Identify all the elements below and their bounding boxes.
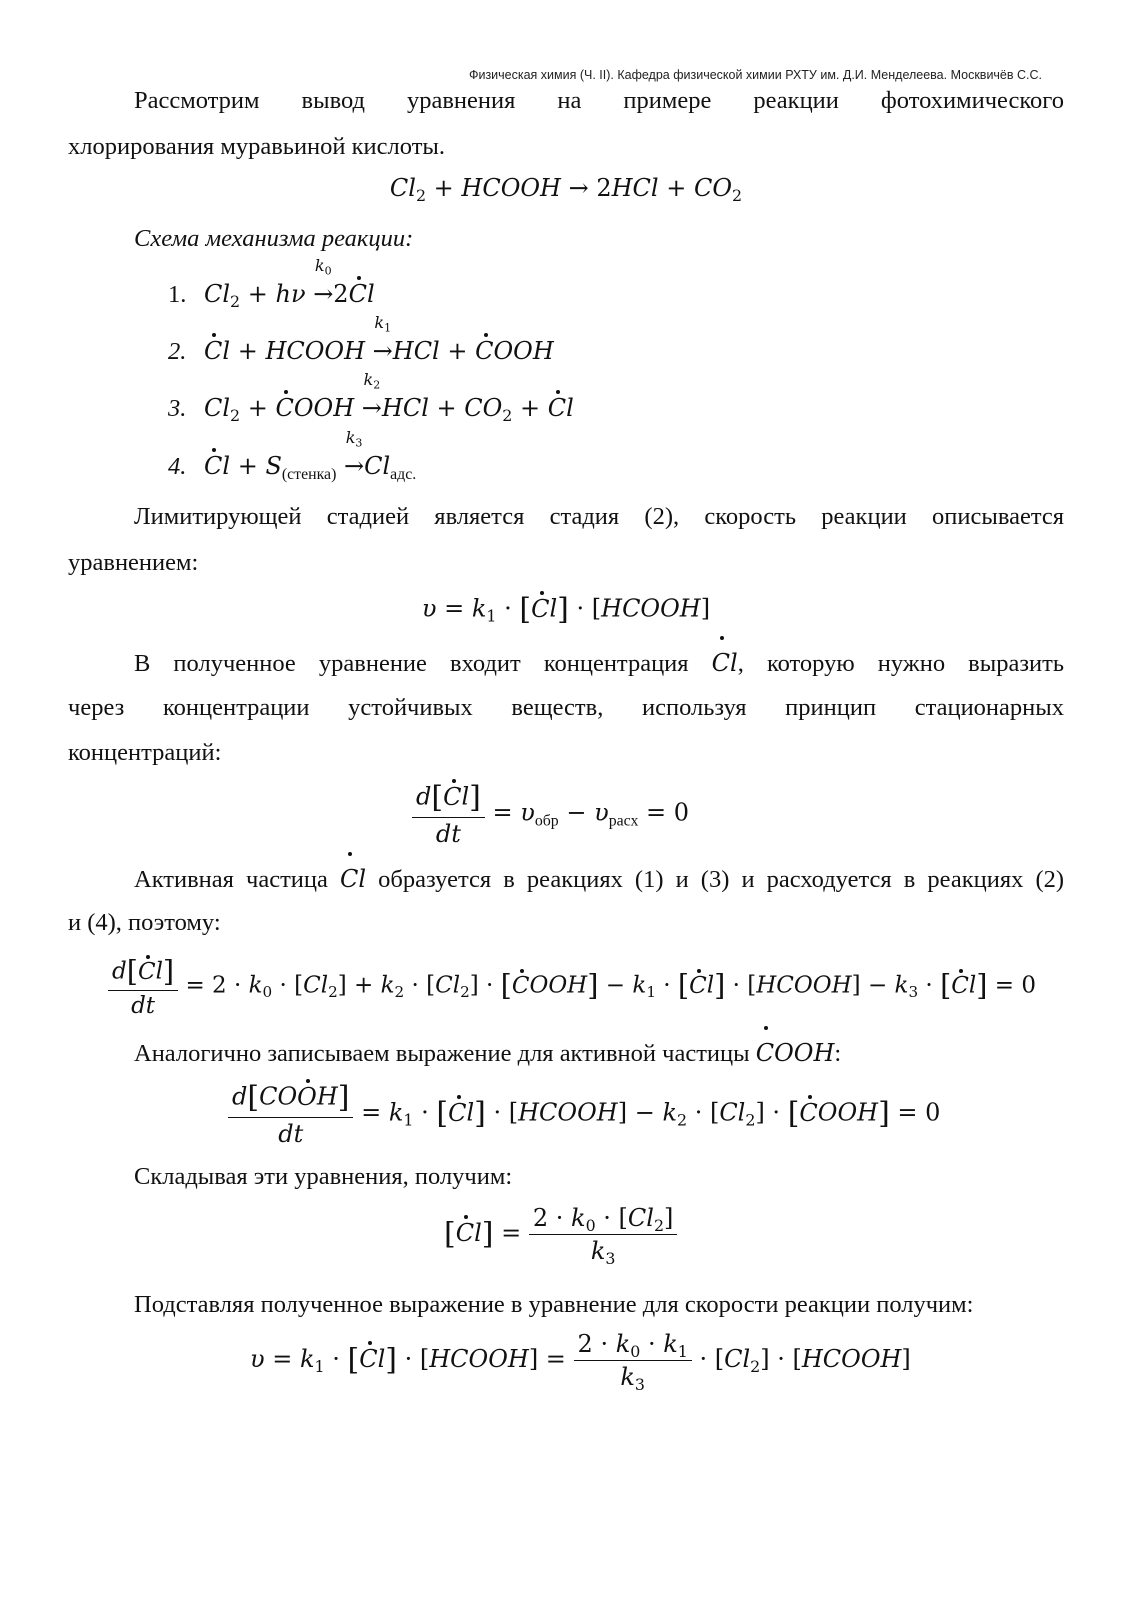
mechanism-step-2: 2. Cl + HCOOH $k_1$ →HCl + COOH: [168, 313, 554, 365]
rate-equation: $\upsilon = k_1 \cdot [Cl]$ · [HCOOH]: [421, 592, 711, 627]
final-rate-equation: $\upsilon = k_1 \cdot [Cl]$ · [HCOOH] = $\frac{2 \cdot k_0 \cdot k_1}{k_3}$ · $[Cl_2]$ · [HCOOH]: [250, 1330, 911, 1394]
steady-state-equation: $\frac{d[Cl]}{dt}$ = $\upsilon_{обр} - \upsilon_{расх} = 0$: [412, 780, 689, 848]
conc-line-1: В полученное уравнение входит концентрация Cl, которую нужно выразить: [134, 640, 1064, 687]
conc-line-3: концентраций:: [68, 739, 222, 766]
cooh-balance-equation: $\frac{\text{d[COOH]}}{dt}$ = $k_1 \cdot [Cl]$ · [HCOOH] − $k_2 \cdot [Cl_2]$ · [COOH] = 0: [228, 1080, 940, 1148]
conc-line-2: через концентрации устойчивых веществ, используя принцип стационарных: [68, 694, 1064, 721]
conc-line-1a: В полученное уравнение входит концентрация: [134, 650, 689, 677]
mechanism-step-1: 1. $Cl_2 + h\nu$ $k_0$ →2Cl: [168, 256, 375, 311]
mechanism-step-3: 3. $Cl_2$ + COOH $k_2$ $\to HCl + CO_2 + Cl$: [168, 370, 574, 425]
intro-line-1: Рассмотрим вывод уравнения на примере реакции фотохимического: [134, 87, 1064, 114]
analog-text: Аналогично записываем выражение для активной частицы: [134, 1040, 750, 1067]
sum-line: Складывая эти уравнения, получим:: [134, 1163, 513, 1190]
subst-line: Подставляя полученное выражение в уравнение для скорости реакции получим:: [134, 1291, 974, 1318]
step-number: 4.: [168, 453, 187, 480]
overall-reaction-equation: $Cl_2$ + HCOOH → $2HCl + CO_2$: [389, 174, 743, 205]
active-line-2: и (4), поэтому:: [68, 909, 221, 936]
mechanism-step-4: 4. $Cl + S_{(стенка)}$ $k_3$ $\to Cl_{адс.}$: [168, 428, 417, 483]
step-number: 2.: [168, 338, 187, 365]
analog-line: Аналогично записываем выражение для активной частицы COOH:: [134, 1030, 1064, 1077]
limit-line-1: Лимитирующей стадией является стадия (2), скорость реакции описывается: [134, 503, 1064, 530]
cl-concentration-equation: [Cl] = $\frac{2 \cdot k_0 \cdot [Cl_2]}{k_3}$: [444, 1204, 677, 1265]
active-line-1b: образуется в реакциях (1) и (3) и расходуется в реакциях (2): [378, 866, 1065, 893]
conc-line-1b: , которую нужно выразить: [737, 650, 1064, 677]
cl-balance-equation: $\frac{d[Cl]}{dt}$ = $2 \cdot k_0 \cdot [Cl_2] + k_2 \cdot [Cl_2]$ · [COOH] − $k_1 \cdot [Cl]$ · [HCOOH] − $k_3 \cdot [Cl] = 0$: [108, 954, 1036, 1019]
active-line-1: Активная частица Cl образуется в реакциях (1) и (3) и расходуется в реакциях (2): [134, 856, 1064, 903]
scheme-title: Схема механизма реакции:: [134, 225, 414, 252]
active-line-1a: Активная частица: [134, 866, 328, 893]
step-number: 3.: [168, 395, 187, 422]
limit-line-2: уравнением:: [68, 549, 199, 576]
step-number: 1.: [168, 281, 187, 308]
intro-line-2: хлорирования муравьиной кислоты.: [68, 133, 445, 160]
running-header: Физическая химия (Ч. II). Кафедра физической химии РХТУ им. Д.И. Менделеева. Москвичёв С.С.: [468, 68, 1042, 82]
